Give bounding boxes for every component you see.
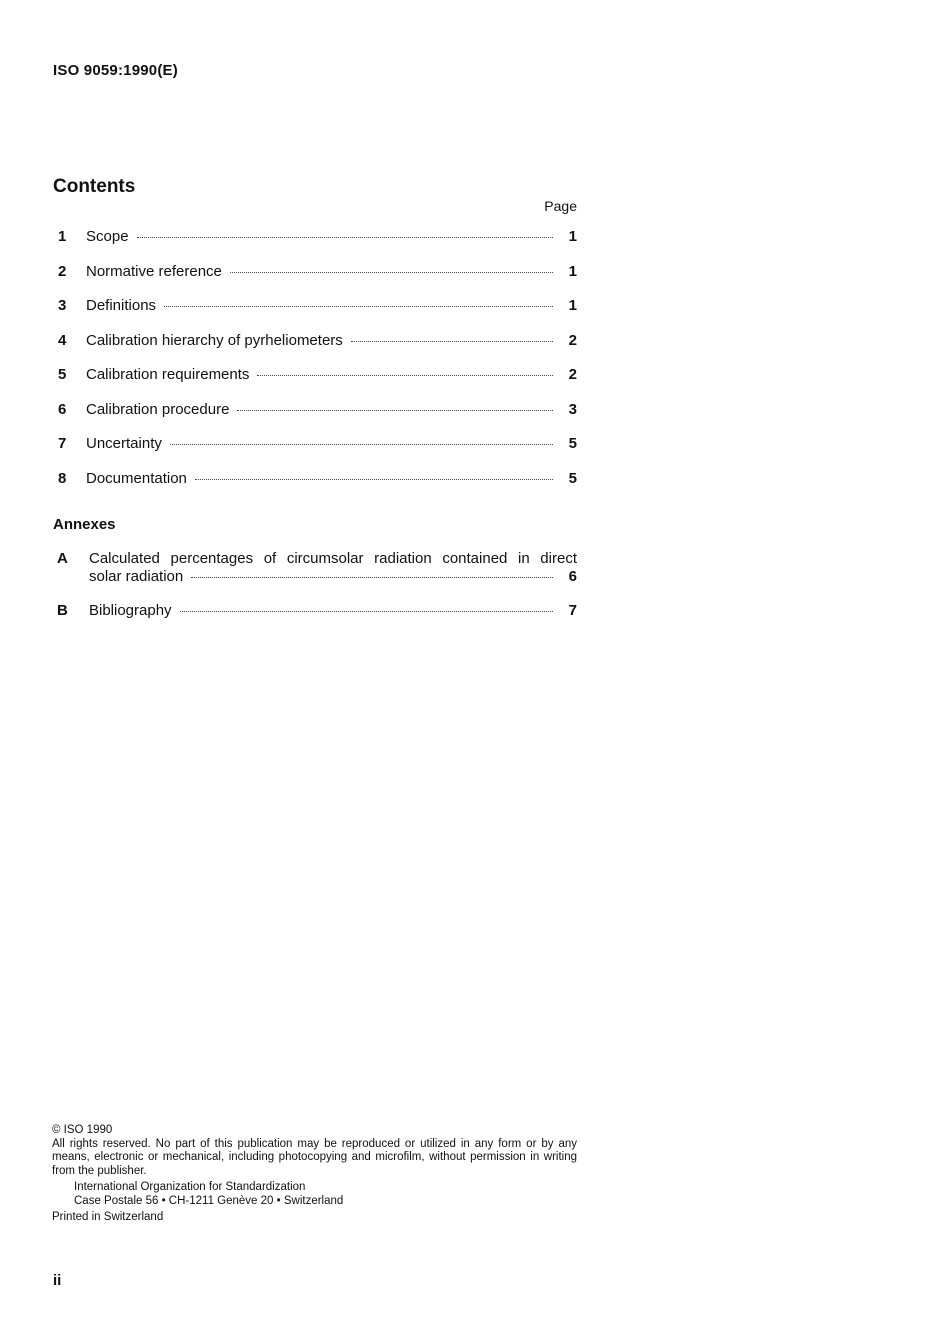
dot-leader bbox=[237, 410, 553, 411]
copyright-line: © ISO 1990 bbox=[52, 1124, 113, 1136]
toc-item-calibration-hierarchy[interactable] bbox=[53, 332, 577, 367]
toc-item-page: 1 bbox=[568, 262, 577, 280]
toc-item-calibration-requirements[interactable] bbox=[53, 366, 577, 401]
toc-item-title: Normative reference bbox=[86, 262, 222, 280]
toc-item-page: 5 bbox=[568, 435, 577, 452]
dot-leader bbox=[164, 306, 553, 307]
toc-item-page: 3 bbox=[568, 400, 577, 418]
organization-address: Case Postale 56 • CH-1211 Genève 20 • Switzerland bbox=[74, 1194, 344, 1207]
annex-title-row bbox=[89, 602, 577, 620]
dot-leader bbox=[195, 479, 553, 480]
dot-leader bbox=[230, 272, 553, 273]
toc-item-number: 4 bbox=[58, 331, 67, 349]
annex-page: 7 bbox=[568, 602, 577, 619]
page-column-label: Page bbox=[544, 198, 577, 214]
toc-item-definitions[interactable] bbox=[53, 297, 577, 332]
dot-leader bbox=[257, 375, 553, 376]
table-of-contents bbox=[53, 228, 577, 504]
annex-title: Bibliography bbox=[89, 602, 172, 619]
dot-leader bbox=[170, 444, 553, 445]
toc-item-calibration-procedure[interactable] bbox=[53, 401, 577, 436]
annex-item-b[interactable] bbox=[53, 602, 577, 620]
toc-item-page: 2 bbox=[568, 331, 577, 349]
toc-item-title: Calibration requirements bbox=[86, 366, 250, 383]
toc-item-documentation[interactable] bbox=[53, 470, 577, 505]
copyright-notice bbox=[52, 1124, 577, 1225]
contents-heading: Contents bbox=[53, 176, 136, 197]
toc-item-page: 1 bbox=[568, 228, 577, 245]
dot-leader bbox=[180, 611, 553, 612]
dot-leader bbox=[191, 577, 553, 578]
toc-item-page: 5 bbox=[568, 469, 577, 487]
dot-leader bbox=[351, 341, 553, 342]
toc-item-title: Definitions bbox=[86, 297, 157, 314]
toc-item-title: Calibration hierarchy of pyrheliometers bbox=[86, 331, 343, 349]
annex-letter: A bbox=[57, 550, 68, 567]
toc-item-title: Documentation bbox=[86, 469, 187, 487]
toc-item-title: Uncertainty bbox=[86, 435, 162, 452]
toc-item-number: 8 bbox=[58, 469, 67, 487]
annexes-list bbox=[53, 550, 577, 636]
page-number: ii bbox=[53, 1272, 62, 1289]
annex-body bbox=[89, 602, 577, 620]
toc-item-page: 1 bbox=[568, 297, 577, 314]
toc-item-page: 2 bbox=[568, 366, 577, 383]
toc-item-number: 1 bbox=[58, 228, 67, 245]
annexes-heading: Annexes bbox=[53, 516, 116, 533]
toc-item-number: 7 bbox=[58, 435, 67, 452]
toc-item-number: 6 bbox=[58, 400, 67, 418]
printed-in: Printed in Switzerland bbox=[52, 1211, 164, 1223]
annex-title-line2: solar radiation bbox=[89, 568, 184, 585]
toc-item-number: 3 bbox=[58, 297, 67, 314]
toc-item-number: 2 bbox=[58, 262, 67, 280]
annex-page: 6 bbox=[568, 568, 577, 585]
toc-item-scope[interactable] bbox=[53, 228, 577, 263]
document-code: ISO 9059:1990(E) bbox=[53, 62, 178, 79]
annex-item-a[interactable] bbox=[53, 550, 577, 586]
annex-body bbox=[89, 550, 577, 586]
toc-item-normative-reference[interactable] bbox=[53, 263, 577, 298]
dot-leader bbox=[137, 237, 553, 238]
toc-item-title: Scope bbox=[86, 228, 129, 245]
toc-item-uncertainty[interactable] bbox=[53, 435, 577, 470]
organization-name: International Organization for Standardization bbox=[74, 1181, 306, 1193]
rights-statement: All rights reserved. No part of this publication may be reproduced or utilized in any form or by any means, electronic or mechanical, including photocopying and microfilm, without permission in writing from the publisher. bbox=[52, 1137, 577, 1177]
annex-title-line1: Calculated percentages of circumsolar radiation contained in direct bbox=[89, 550, 577, 567]
toc-item-title: Calibration procedure bbox=[86, 400, 230, 418]
annex-title-line2-row bbox=[89, 568, 577, 586]
toc-item-number: 5 bbox=[58, 366, 67, 383]
annex-letter: B bbox=[57, 602, 68, 619]
